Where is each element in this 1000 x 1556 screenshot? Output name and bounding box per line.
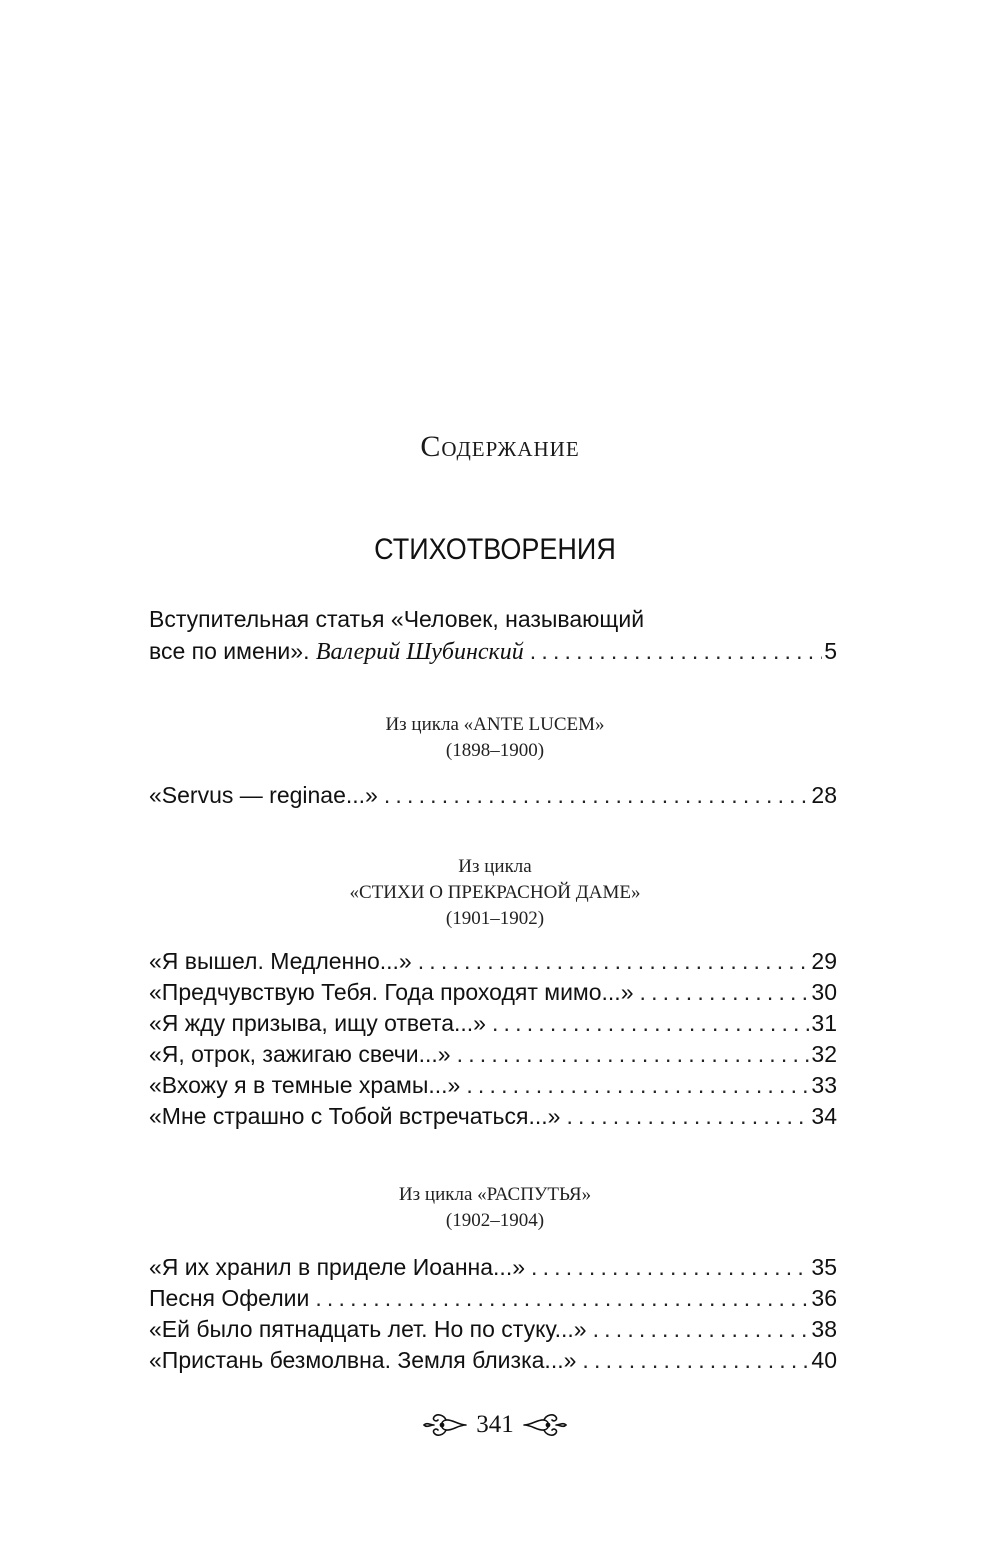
- page-number: 341: [476, 1411, 514, 1438]
- section-years: (1902–1904): [445, 1210, 545, 1231]
- section-label: Из цикла: [458, 856, 532, 877]
- page-ref: 36: [811, 1285, 837, 1311]
- dot-leader: [530, 638, 822, 665]
- toc-entry[interactable]: [149, 782, 837, 814]
- dot-leader: [466, 1072, 809, 1099]
- toc-entry[interactable]: [149, 1103, 837, 1135]
- dot-leader: [384, 782, 810, 809]
- toc-entry[interactable]: [149, 948, 837, 980]
- section-label: Из цикла «РАСПУТЬЯ»: [398, 1184, 592, 1205]
- dot-leader: [492, 1010, 809, 1037]
- page-ref: 40: [811, 1347, 837, 1373]
- toc-entry-title: «Предчувствую Тебя. Года проходят мимо...»: [149, 979, 634, 1005]
- section-years: (1901–1902): [445, 908, 545, 929]
- intro-entry[interactable]: [149, 638, 837, 670]
- intro-author: Валерий Шубинский: [315, 639, 524, 665]
- toc-entry[interactable]: [149, 1254, 837, 1286]
- toc-entry[interactable]: [149, 1072, 837, 1104]
- toc-entry-title: «Я жду призыва, ищу ответа...»: [149, 1010, 486, 1036]
- toc-entry-title: «Я, отрок, зажигаю свечи...»: [149, 1041, 451, 1067]
- page-footer: [0, 1410, 990, 1440]
- contents-heading: Содержание: [420, 430, 580, 463]
- toc-entry-title: «Пристань безмолвна. Земля близка...»: [149, 1347, 577, 1373]
- part-heading: СТИХОТВОРЕНИЯ: [374, 533, 616, 566]
- toc-entry[interactable]: [149, 1347, 837, 1379]
- dot-leader: [593, 1316, 810, 1343]
- page-ref: 31: [811, 1010, 837, 1036]
- intro-entry-prefix: все по имени».: [149, 638, 310, 664]
- page-ref: 29: [811, 948, 837, 974]
- toc-entry[interactable]: [149, 1285, 837, 1317]
- toc-entry-title: Песня Офелии: [149, 1285, 310, 1311]
- page-ref: 34: [811, 1103, 837, 1129]
- dot-leader: [566, 1103, 809, 1130]
- toc-entry[interactable]: [149, 1316, 837, 1348]
- toc-entry-title: «Я их хранил в приделе Иоанна...»: [149, 1254, 525, 1280]
- toc-entry-title: «Servus — reginae...»: [149, 782, 378, 808]
- fleuron-right-icon: [522, 1410, 568, 1440]
- section-label: Из цикла «ANTE LUCEM»: [385, 714, 605, 735]
- dot-leader: [457, 1041, 810, 1068]
- intro-entry-title: [149, 638, 524, 666]
- section-years: (1898–1900): [445, 740, 545, 761]
- dot-leader: [418, 948, 810, 975]
- dot-leader: [639, 979, 809, 1006]
- toc-entry-title: «Ей было пятнадцать лет. Но по стуку...»: [149, 1316, 587, 1342]
- page-ref: 33: [811, 1072, 837, 1098]
- page-ref: 32: [811, 1041, 837, 1067]
- page-ref: 35: [811, 1254, 837, 1280]
- section-cycle-title: «СТИХИ О ПРЕКРАСНОЙ ДАМЕ»: [349, 882, 641, 903]
- toc-entry[interactable]: [149, 1041, 837, 1073]
- page-ref: 38: [811, 1316, 837, 1342]
- fleuron-left-icon: [422, 1410, 468, 1440]
- toc-entry-title: «Мне страшно с Тобой встречаться...»: [149, 1103, 561, 1129]
- toc-entry-title: «Вхожу я в темные храмы...»: [149, 1072, 461, 1098]
- dot-leader: [582, 1347, 809, 1374]
- dot-leader: [531, 1254, 809, 1281]
- toc-entry[interactable]: [149, 979, 837, 1011]
- toc-entry[interactable]: [149, 1010, 837, 1042]
- page-ref: 28: [811, 782, 837, 808]
- dot-leader: [315, 1285, 809, 1312]
- toc-entry-title: «Я вышел. Медленно...»: [149, 948, 412, 974]
- page-ref: 30: [811, 979, 837, 1005]
- page-ref: 5: [824, 638, 837, 664]
- intro-entry-line1: Вступительная статья «Человек, называющий: [149, 606, 645, 632]
